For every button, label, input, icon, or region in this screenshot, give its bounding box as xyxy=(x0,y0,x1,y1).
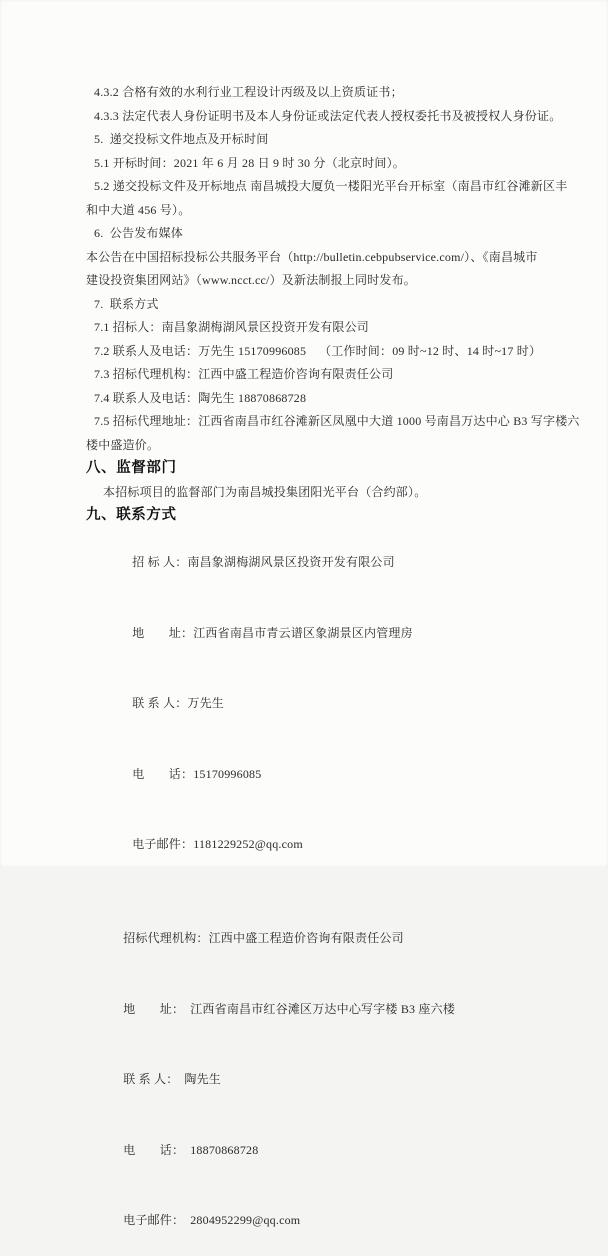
section-5-heading: 5. 递交投标文件地点及开标时间 xyxy=(86,128,590,152)
tenderer-contact-row xyxy=(86,669,590,740)
line-item-4-3-3: 4.3.3 法定代表人身份证明书及本人身份证或法定代表人授权委托书及被授权人身份证。 xyxy=(86,105,590,129)
section-8-body: 本招标项目的监督部门为南昌城投集团阳光平台（合约部）。 xyxy=(86,481,590,505)
agency-name-value: 江西中盛工程造价咨询有限责任公司 xyxy=(209,931,404,945)
agency-address-value: 江西省南昌市红谷滩区万达中心写字楼 B3 座六楼 xyxy=(184,1002,455,1016)
section-9-heading: 九、联系方式 xyxy=(86,504,590,528)
agency-phone-label: 电 话： xyxy=(123,1139,184,1163)
agency-address-row xyxy=(86,974,590,1045)
section-7-heading: 7. 联系方式 xyxy=(86,293,590,317)
blank-spacer-line xyxy=(86,880,590,904)
line-item-7-3: 7.3 招标代理机构：江西中盛工程造价咨询有限责任公司 xyxy=(86,363,590,387)
agency-email-row xyxy=(86,1186,590,1256)
line-item-7-1: 7.1 招标人：南昌象湖梅湖风景区投资开发有限公司 xyxy=(86,316,590,340)
section-6-heading: 6. 公告发布媒体 xyxy=(86,222,590,246)
tenderer-contact-value: 万先生 xyxy=(187,696,224,710)
tenderer-email-row xyxy=(86,810,590,881)
agency-phone-value: 18870868728 xyxy=(184,1143,258,1157)
agency-email-label: 电子邮件： xyxy=(123,1209,184,1233)
tenderer-address-row xyxy=(86,598,590,669)
section-8-heading: 八、监督部门 xyxy=(86,457,590,481)
agency-contact-row xyxy=(86,1045,590,1116)
line-item-4-3-2: 4.3.2 合格有效的水利行业工程设计丙级及以上资质证书； xyxy=(86,81,590,105)
line-item-7-2: 7.2 联系人及电话：万先生 15170996085 （工作时间：09 时~12 时、14 时~17 时） xyxy=(86,340,590,364)
tenderer-name-value: 南昌象湖梅湖风景区投资开发有限公司 xyxy=(187,555,394,569)
tenderer-address-value: 江西省南昌市青云谱区象湖景区内管理房 xyxy=(193,626,413,640)
line-item-5-1: 5.1 开标时间：2021 年 6 月 28 日 9 时 30 分（北京时间）。 xyxy=(86,152,590,176)
line-item-7-4: 7.4 联系人及电话：陶先生 18870868728 xyxy=(86,387,590,411)
line-item-7-5-continued: 楼中盛造价。 xyxy=(86,434,590,458)
line-item-5-2: 5.2 递交投标文件及开标地点 南昌城投大厦负一楼阳光平台开标室（南昌市红谷滩新区丰 xyxy=(86,175,590,199)
agency-name-label: 招标代理机构： xyxy=(123,927,208,951)
agency-address-label: 地 址： xyxy=(123,998,184,1022)
line-item-5-2-continued: 和中大道 456 号）。 xyxy=(86,199,590,223)
tenderer-contact-label: 联 系 人： xyxy=(132,692,187,716)
section-6-body-line1: 本公告在中国招标投标公共服务平台（http://bulletin.cebpubservice.com/）、《南昌城市 xyxy=(86,246,590,270)
tenderer-phone-row xyxy=(86,739,590,810)
tenderer-name-label: 招 标 人： xyxy=(132,551,187,575)
agency-contact-label: 联 系 人： xyxy=(123,1068,178,1092)
tenderer-name-row xyxy=(86,528,590,599)
tenderer-phone-label: 电 话： xyxy=(132,763,193,787)
tenderer-phone-value: 15170996085 xyxy=(193,767,261,781)
agency-phone-row xyxy=(86,1115,590,1186)
agency-email-value: 2804952299@qq.com xyxy=(184,1213,300,1227)
line-item-7-5: 7.5 招标代理地址：江西省南昌市红谷滩新区凤凰中大道 1000 号南昌万达中心 B3 写字楼六 xyxy=(86,410,590,434)
tenderer-email-label: 电子邮件： xyxy=(132,833,193,857)
tenderer-email-value: 1181229252@qq.com xyxy=(193,837,303,851)
section-6-body-line2: 建设投资集团网站》（www.ncct.cc/）及新法制报上同时发布。 xyxy=(86,269,590,293)
agency-contact-value: 陶先生 xyxy=(178,1072,221,1086)
tenderer-address-label: 地 址： xyxy=(132,622,193,646)
agency-name-row xyxy=(86,904,590,975)
